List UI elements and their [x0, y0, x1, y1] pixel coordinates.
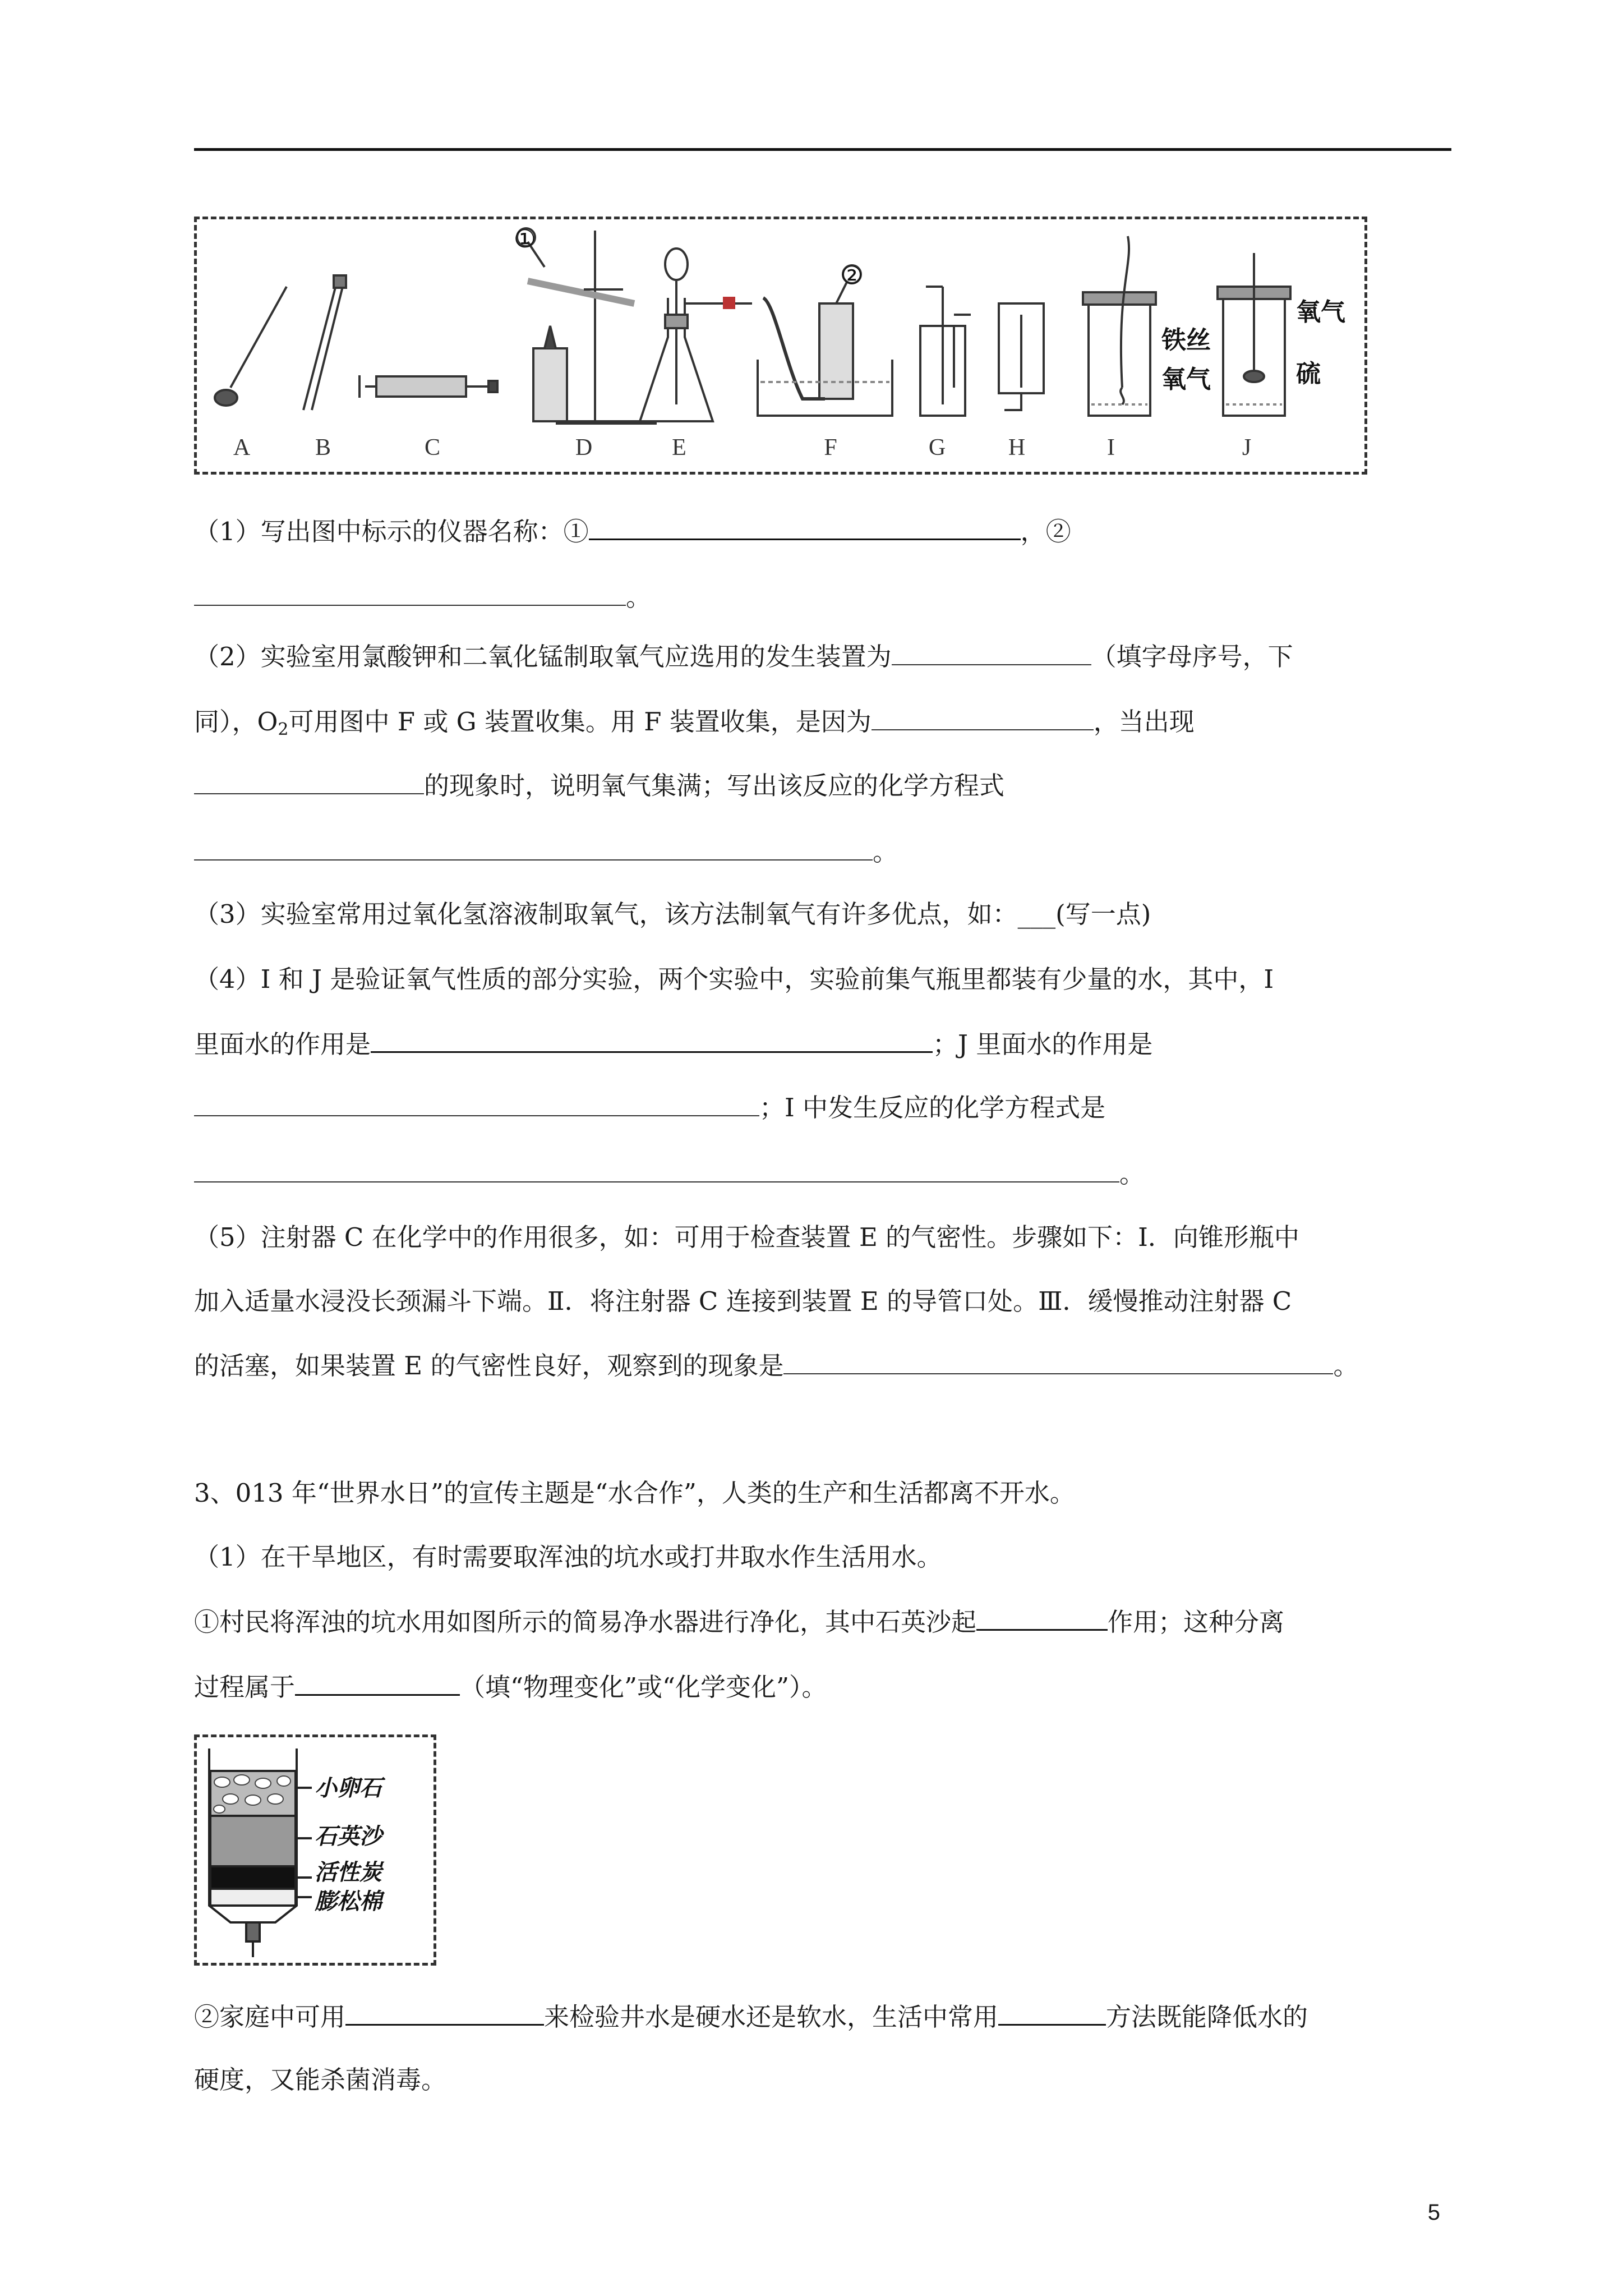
q1-text-b: ，②	[1020, 517, 1071, 546]
section3-p4-c: 方法既能降低水的	[1106, 2002, 1308, 2032]
letter-a: A	[233, 435, 251, 461]
letter-f: F	[824, 435, 837, 461]
trough-f	[758, 265, 892, 416]
circle-label-2: ②	[841, 262, 863, 289]
q5-blank[interactable]	[783, 1349, 1333, 1374]
section3-p5: 硬度，又能杀菌消毒。	[194, 2065, 447, 2095]
section3-p3-b: （填“物理变化”或“化学变化”）。	[460, 1672, 827, 1702]
section3-p3	[194, 1669, 827, 1704]
section3-p2-b: 作用；这种分离	[1108, 1607, 1285, 1637]
bottle-i	[1083, 236, 1156, 416]
q2-blank-4[interactable]	[194, 835, 873, 861]
q5-line3	[194, 1349, 1358, 1383]
q4-line1: （4）I 和 J 是验证氧气性质的部分实验，两个实验中，实验前集气瓶里都装有少量的水，其中，I	[194, 964, 1274, 994]
section3-blank-4[interactable]	[998, 1999, 1106, 2026]
q5-line2: 加入适量水浸没长颈漏斗下端。Ⅱ．将注射器 C 连接到装置 E 的导管口处。Ⅲ．缓慢推动注射器 C	[194, 1286, 1292, 1316]
spoon-a	[215, 287, 287, 406]
letter-b: B	[315, 435, 331, 461]
label-iron-wire: 铁丝	[1161, 326, 1211, 354]
section3-p4-a: ②家庭中可用	[194, 2002, 346, 2032]
q2-line4-text: 。	[873, 837, 898, 867]
q4-line4	[194, 1157, 1145, 1191]
q1-blank-1[interactable]	[589, 514, 1021, 540]
bottle-h	[999, 303, 1044, 410]
section3-blank-3[interactable]	[345, 1999, 544, 2026]
flask-e	[640, 249, 752, 421]
q4-line3-text: ；I 中发生反应的化学方程式是	[759, 1093, 1106, 1122]
label-sulfur: 硫	[1296, 360, 1321, 388]
section3-p2-a: ①村民将浑浊的坑水用如图所示的简易净水器进行净化，其中石英沙起	[194, 1607, 977, 1637]
q4-blank-3[interactable]	[194, 1157, 1119, 1182]
q2-line2-b: 可用图中 F 或 G 装置收集。用 F 装置收集，是因为	[288, 707, 872, 737]
section3-p2	[194, 1604, 1284, 1639]
q3-line: （3）实验室常用过氧化氢溶液制取氧气，该方法制氧气有许多优点，如：___(写一点)	[194, 899, 1151, 929]
q4-line2-a: 里面水的作用是	[194, 1029, 371, 1059]
q4-line2-b: ；J 里面水的作用是	[933, 1029, 1153, 1059]
tweezers-b	[303, 275, 346, 410]
q2-subscript: 2	[278, 720, 289, 739]
q2-line1-b: （填字母序号，下	[1091, 642, 1293, 671]
q2-line1	[194, 639, 1293, 674]
section3-title: 3、013 年“世界水日”的宣传主题是“水合作”，人类的生产和生活都离不开水。	[194, 1478, 1075, 1508]
q1-text-c: 。	[626, 582, 652, 612]
q2-blank-2[interactable]	[872, 705, 1094, 730]
q4-line2	[194, 1027, 1152, 1061]
q2-blank-1[interactable]	[892, 639, 1091, 665]
q5-line3-a: 的活塞，如果装置 E 的气密性良好，观察到的现象是	[194, 1351, 784, 1381]
apparatus-drawing	[197, 219, 1364, 472]
stand-d	[517, 228, 657, 422]
q4-line4-text: 。	[1119, 1159, 1145, 1189]
q5-line1: （5）注射器 C 在化学中的作用很多，如：可用于检查装置 E 的气密性。步骤如下：Ⅰ．向锥形瓶中	[194, 1222, 1299, 1252]
filter-label-pebbles: 小卵石	[315, 1775, 382, 1801]
q2-line4	[194, 835, 898, 869]
q2-line2	[194, 705, 1195, 747]
q2-line2-c: ，当出现	[1093, 707, 1195, 737]
q2-blank-3[interactable]	[194, 769, 424, 794]
q4-blank-2[interactable]	[194, 1091, 759, 1116]
q4-line3	[194, 1091, 1105, 1125]
header-rule	[194, 148, 1451, 151]
water-filter-drawing	[197, 1737, 434, 1963]
section3-blank-2[interactable]	[295, 1669, 460, 1696]
q4-blank-1[interactable]	[371, 1027, 933, 1053]
q2-line2-a: 同），O	[194, 707, 278, 737]
bottle-j	[1218, 253, 1290, 416]
letter-h: H	[1008, 435, 1026, 461]
syringe-c	[359, 375, 497, 398]
q1-line2	[194, 580, 651, 614]
filter-label-quartz-sand: 石英沙	[315, 1824, 382, 1849]
letter-i: I	[1107, 435, 1115, 461]
section3-p3-a: 过程属于	[194, 1672, 296, 1702]
letter-g: G	[928, 435, 946, 461]
section3-p1: （1）在干旱地区，有时需要取浑浊的坑水或打井取水作生活用水。	[194, 1542, 942, 1572]
page-number: 5	[1427, 2200, 1440, 2225]
filter-label-cotton: 膨松棉	[315, 1889, 382, 1914]
q5-line3-b: 。	[1333, 1351, 1359, 1381]
label-oxygen-j: 氧气	[1296, 298, 1345, 326]
apparatus-figure	[194, 217, 1367, 475]
section3-blank-1[interactable]	[976, 1604, 1108, 1631]
circle-label-1: ①	[514, 226, 536, 253]
q1-line1	[194, 514, 1071, 549]
filter-label-activated-carbon: 活性炭	[315, 1860, 382, 1885]
q1-blank-2[interactable]	[194, 580, 626, 606]
water-filter-figure	[194, 1734, 436, 1966]
letter-c: C	[424, 435, 441, 461]
letter-j: J	[1242, 435, 1252, 461]
section3-p4	[194, 1999, 1308, 2034]
q2-line3	[194, 769, 1004, 803]
section3-p4-b: 来检验井水是硬水还是软水，生活中常用	[544, 2002, 999, 2032]
letter-d: D	[575, 435, 593, 461]
letter-e: E	[672, 435, 686, 461]
q2-line3-text: 的现象时，说明氧气集满；写出该反应的化学方程式	[424, 771, 1005, 800]
q1-text-a: （1）写出图中标示的仪器名称：①	[194, 517, 589, 546]
bottle-g	[920, 287, 971, 416]
label-oxygen-i: 氧气	[1161, 366, 1211, 393]
q2-line1-a: （2）实验室用氯酸钾和二氧化锰制取氧气应选用的发生装置为	[194, 642, 892, 671]
